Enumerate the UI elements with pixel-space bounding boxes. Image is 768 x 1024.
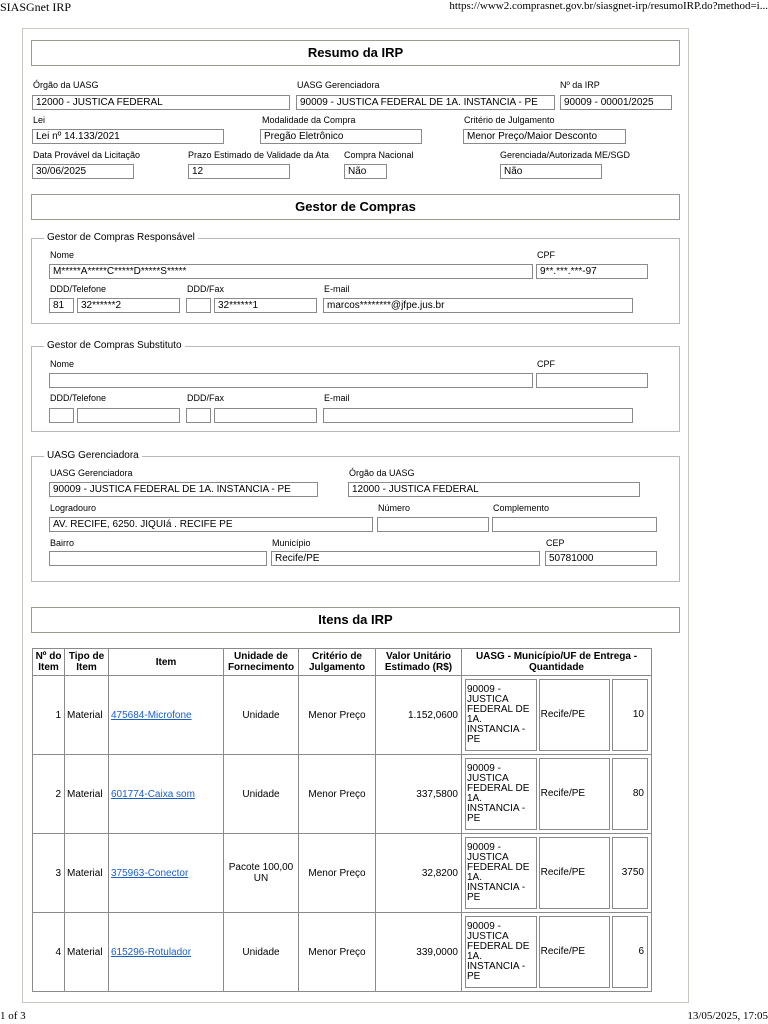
item-criterio: Menor Preço	[299, 913, 376, 992]
col-uasg-header: UASG - Município/UF de Entrega - Quantidade	[462, 649, 652, 676]
substituto-email-label: E-mail	[324, 393, 350, 403]
delivery-uasg: 90009 - JUSTICA FEDERAL DE 1A. INSTANCIA - PE	[465, 837, 537, 909]
col-item-header: Item	[109, 649, 224, 676]
responsavel-email-label: E-mail	[324, 284, 350, 294]
gerenciada-label: Gerenciada/Autorizada ME/SGD	[500, 150, 631, 160]
print-page-number: 1 of 3	[0, 1010, 26, 1022]
item-number: 2	[33, 755, 65, 834]
compra-nacional-label: Compra Nacional	[344, 150, 414, 160]
item-number: 4	[33, 913, 65, 992]
responsavel-ddd-tel-label: DDD/Telefone	[50, 284, 107, 294]
item-tipo: Material	[65, 834, 109, 913]
modalidade-field: Pregão Eletrônico	[260, 129, 422, 144]
item-link[interactable]: 615296-Rotulador	[111, 946, 192, 958]
ug-uasg-label: UASG Gerenciadora	[50, 468, 133, 478]
item-valor: 339,0000	[376, 913, 462, 992]
delivery-uasg: 90009 - JUSTICA FEDERAL DE 1A. INSTANCIA - PE	[465, 679, 537, 751]
numero-irp-label: Nº da IRP	[560, 80, 600, 90]
substituto-ddd-fax-label: DDD/Fax	[187, 393, 225, 403]
col-tipo-header: Tipo de Item	[65, 649, 109, 676]
responsavel-fax-field: 32******1	[214, 298, 317, 313]
substituto-cpf-label: CPF	[537, 359, 555, 369]
print-url: https://www2.comprasnet.gov.br/siasgnet-irp/resumoIRP.do?method=i...	[449, 0, 768, 12]
ug-cep-label: CEP	[546, 538, 565, 548]
ug-logradouro-field: AV. RECIFE, 6250. JIQUIá . RECIFE PE	[49, 517, 373, 532]
itens-header: Itens da IRP	[31, 607, 680, 633]
delivery-quantidade: 3750	[612, 837, 648, 909]
item-tipo: Material	[65, 676, 109, 755]
table-header-row	[33, 649, 652, 676]
item-valor: 32,8200	[376, 834, 462, 913]
col-unidade-header: Unidade de Fornecimento	[224, 649, 299, 676]
print-datetime: 13/05/2025, 17:05	[687, 1010, 768, 1022]
item-criterio: Menor Preço	[299, 834, 376, 913]
item-link[interactable]: 375963-Conector	[111, 867, 189, 879]
modalidade-label: Modalidade da Compra	[262, 115, 356, 125]
compra-nacional-field: Não	[344, 164, 387, 179]
gestor-substituto-legend: Gestor de Compras Substituto	[44, 340, 185, 351]
delivery-quantidade: 10	[612, 679, 648, 751]
table-row	[33, 834, 652, 913]
print-title: SIASGnet IRP	[0, 0, 72, 14]
item-link[interactable]: 601774-Caixa som	[111, 788, 195, 800]
ug-municipio-field: Recife/PE	[271, 551, 540, 566]
col-num-header: Nº do Item	[33, 649, 65, 676]
item-tipo: Material	[65, 755, 109, 834]
substituto-ddd-tel-label: DDD/Telefone	[50, 393, 107, 403]
delivery-municipio: Recife/PE	[539, 758, 611, 830]
criterio-field: Menor Preço/Maior Desconto	[463, 129, 626, 144]
itens-table	[32, 648, 652, 992]
criterio-label: Critério de Julgamento	[464, 115, 555, 125]
responsavel-nome-field: M*****A*****C*****D*****S*****	[49, 264, 533, 279]
responsavel-cpf-field: 9**.***.***-97	[536, 264, 648, 279]
item-link[interactable]: 475684-Microfone	[111, 709, 192, 721]
lei-label: Lei	[33, 115, 46, 125]
ug-bairro-field	[49, 551, 267, 566]
gestor-header: Gestor de Compras	[31, 194, 680, 220]
data-licitacao-label: Data Provável da Licitação	[33, 150, 141, 160]
delivery-municipio: Recife/PE	[539, 916, 611, 988]
table-row	[33, 676, 652, 755]
orgao-field: 12000 - JUSTICA FEDERAL	[32, 95, 290, 110]
uasg-gerenciadora-field: 90009 - JUSTICA FEDERAL DE 1A. INSTANCIA - PE	[296, 95, 555, 110]
ug-municipio-label: Município	[272, 538, 311, 548]
prazo-field: 12	[188, 164, 290, 179]
substituto-telefone-field	[77, 408, 180, 423]
item-number: 1	[33, 676, 65, 755]
substituto-fax-field	[214, 408, 317, 423]
substituto-nome-label: Nome	[50, 359, 75, 369]
responsavel-email-field: marcos********@jfpe.jus.br	[323, 298, 633, 313]
item-criterio: Menor Preço	[299, 676, 376, 755]
orgao-label: Órgão da UASG	[33, 80, 99, 90]
table-row	[33, 755, 652, 834]
delivery-quantidade: 80	[612, 758, 648, 830]
ug-complemento-field	[492, 517, 657, 532]
resumo-header: Resumo da IRP	[31, 40, 680, 66]
item-number: 3	[33, 834, 65, 913]
gerenciada-field: Não	[500, 164, 602, 179]
item-unidade: Unidade	[224, 676, 299, 755]
gestor-responsavel-legend: Gestor de Compras Responsável	[44, 232, 198, 243]
ug-bairro-label: Bairro	[50, 538, 75, 548]
delivery-uasg: 90009 - JUSTICA FEDERAL DE 1A. INSTANCIA - PE	[465, 758, 537, 830]
uasg-gerenciadora-label: UASG Gerenciadora	[297, 80, 380, 90]
col-valor-header: Valor Unitário Estimado (R$)	[376, 649, 462, 676]
ug-uasg-field: 90009 - JUSTICA FEDERAL DE 1A. INSTANCIA - PE	[49, 482, 318, 497]
data-licitacao-field: 30/06/2025	[32, 164, 134, 179]
responsavel-nome-label: Nome	[50, 250, 75, 260]
item-valor: 337,5800	[376, 755, 462, 834]
responsavel-ddd-field: 81	[49, 298, 74, 313]
ug-orgao-label: Órgão da UASG	[349, 468, 415, 478]
delivery-municipio: Recife/PE	[539, 679, 611, 751]
substituto-nome-field	[49, 373, 533, 388]
responsavel-ddd-fax-label: DDD/Fax	[187, 284, 225, 294]
item-unidade: Unidade	[224, 913, 299, 992]
ug-cep-field: 50781000	[545, 551, 657, 566]
substituto-ddd-field	[49, 408, 74, 423]
col-criterio-header: Critério de Julgamento	[299, 649, 376, 676]
item-tipo: Material	[65, 913, 109, 992]
responsavel-cpf-label: CPF	[537, 250, 555, 260]
substituto-cpf-field	[536, 373, 648, 388]
table-row	[33, 913, 652, 992]
responsavel-fax-ddd-field	[186, 298, 211, 313]
item-criterio: Menor Preço	[299, 755, 376, 834]
item-valor: 1.152,0600	[376, 676, 462, 755]
delivery-uasg: 90009 - JUSTICA FEDERAL DE 1A. INSTANCIA - PE	[465, 916, 537, 988]
delivery-municipio: Recife/PE	[539, 837, 611, 909]
responsavel-telefone-field: 32******2	[77, 298, 180, 313]
ug-numero-field	[377, 517, 489, 532]
substituto-email-field	[323, 408, 633, 423]
prazo-label: Prazo Estimado de Validade da Ata	[188, 150, 329, 160]
lei-field: Lei nº 14.133/2021	[32, 129, 224, 144]
ug-complemento-label: Complemento	[493, 503, 550, 513]
numero-irp-field: 90009 - 00001/2025	[560, 95, 672, 110]
substituto-fax-ddd-field	[186, 408, 211, 423]
item-unidade: Unidade	[224, 755, 299, 834]
ug-orgao-field: 12000 - JUSTICA FEDERAL	[348, 482, 640, 497]
uasg-gerenciadora-legend: UASG Gerenciadora	[44, 450, 142, 461]
ug-logradouro-label: Logradouro	[50, 503, 97, 513]
delivery-quantidade: 6	[612, 916, 648, 988]
item-unidade: Pacote 100,00 UN	[224, 834, 299, 913]
ug-numero-label: Número	[378, 503, 411, 513]
